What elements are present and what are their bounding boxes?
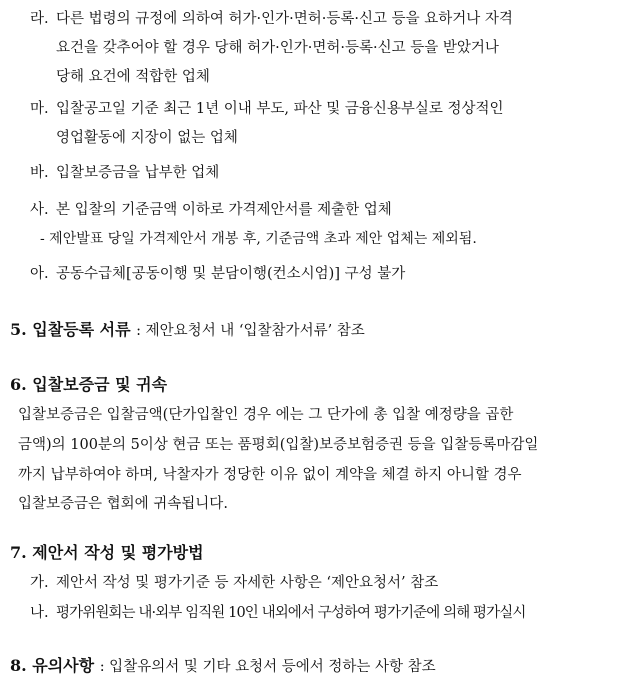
section-6-line-3: 까지 납부하여야 하며, 낙찰자가 정당한 이유 없이 계약을 체결 하지 아니할 경우: [18, 467, 522, 483]
item-text-line-1: 공동수급체[공동이행 및 분담이행(컨소시엄)] 구성 불가: [56, 266, 406, 282]
item-label: 바.: [30, 165, 49, 181]
item-text-line-1: 다른 법령의 규정에 의하여 허가·인가·면허·등록·신고 등을 요하거나 자격: [56, 11, 513, 27]
section-8-heading: [10, 655, 436, 678]
section-6-line-2: 금액)의 100분의 5이상 현금 또는 품평회(입찰)보증보험증권 등을 입찰등록마감일: [18, 437, 539, 453]
item-text-line-2: 요건을 갖추어야 할 경우 당해 허가·인가·면허·등록·신고 등을 받았거나: [56, 40, 499, 56]
item-text-line-1: 평가위원회는 내·외부 임직원 10인 내외에서 구성하여 평가기준에 의해 평가실시: [56, 605, 526, 621]
section-5-title: 5. 입찰등록 서류: [10, 320, 131, 339]
section-7-title: 7. 제안서 작성 및 평가방법: [10, 543, 204, 562]
item-label: 사.: [30, 202, 49, 218]
section-6-line-4: 입찰보증금은 협회에 귀속됩니다.: [18, 496, 228, 512]
item-label: 라.: [30, 11, 49, 27]
item-text-line-3: 당해 요건에 적합한 업체: [56, 69, 210, 85]
sub-note-dash: - 제안발표 당일 가격제안서 개봉 후, 기준금액 초과 제안 업체는 제외됨.: [40, 231, 477, 247]
item-text-line-1: 입찰보증금을 납부한 업체: [56, 165, 220, 181]
section-8-tail: : 입찰유의서 및 기타 요청서 등에서 정하는 사항 참조: [99, 659, 436, 675]
item-text-line-1: 본 입찰의 기준금액 이하로 가격제안서를 제출한 업체: [56, 202, 392, 218]
item-text-line-1: 제안서 작성 및 평가기준 등 자세한 사항은 ‘제안요청서’ 참조: [56, 575, 439, 591]
item-label: 마.: [30, 101, 49, 117]
item-text-line-1: 입찰공고일 기준 최근 1년 이내 부도, 파산 및 금융신용부실로 정상적인: [56, 101, 504, 117]
section-5-tail: : 제안요청서 내 ‘입찰참가서류’ 참조: [136, 323, 365, 339]
item-label: 가.: [30, 575, 49, 591]
section-8-title: 8. 유의사항: [10, 656, 95, 675]
item-label: 나.: [30, 605, 49, 621]
item-text-line-2: 영업활동에 지장이 없는 업체: [56, 130, 238, 146]
section-5-heading: [10, 319, 365, 342]
section-6-line-1: 입찰보증금은 입찰금액(단가입찰인 경우 에는 그 단가에 총 입찰 예정량을 곱한: [18, 407, 514, 423]
section-6-title: 6. 입찰보증금 및 귀속: [10, 375, 168, 394]
item-label: 아.: [30, 266, 49, 282]
